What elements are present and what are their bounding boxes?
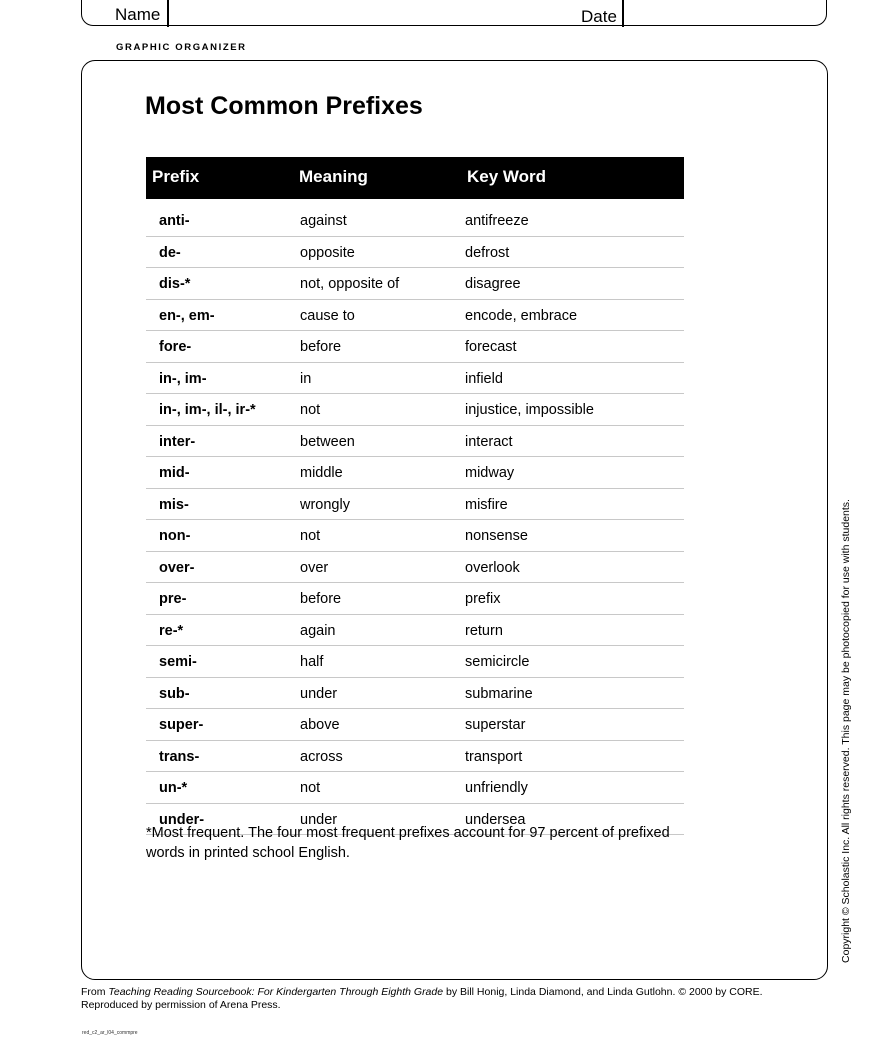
table-row bbox=[146, 615, 684, 647]
table-row bbox=[146, 552, 684, 584]
table-row bbox=[146, 394, 684, 426]
table-row bbox=[146, 678, 684, 710]
cell-key-word: interact bbox=[465, 433, 513, 450]
cell-prefix: mid- bbox=[159, 465, 190, 481]
cell-key-word: transport bbox=[465, 748, 523, 765]
cell-prefix: pre- bbox=[159, 591, 187, 607]
prefix-table bbox=[146, 157, 684, 835]
source-line2: Reproduced by permission of Arena Press. bbox=[81, 999, 281, 1011]
name-label: Name bbox=[115, 5, 161, 24]
cell-prefix: trans- bbox=[159, 748, 200, 765]
cell-meaning: opposite bbox=[300, 244, 355, 261]
cell-key-word: unfriendly bbox=[465, 780, 528, 796]
source-prefix: From bbox=[81, 986, 109, 998]
cell-key-word: nonsense bbox=[465, 528, 528, 544]
cell-key-word: undersea bbox=[465, 811, 526, 828]
header-meaning: Meaning bbox=[299, 167, 368, 186]
cell-meaning: over bbox=[300, 559, 329, 576]
cell-key-word: injustice, impossible bbox=[465, 402, 594, 418]
source-book-title: Teaching Reading Sourcebook: For Kindergarten Through Eighth Grade bbox=[108, 986, 444, 998]
table-row bbox=[146, 426, 684, 458]
page-title: Most Common Prefixes bbox=[145, 92, 423, 120]
table-row bbox=[146, 457, 684, 489]
cell-meaning: not bbox=[300, 402, 321, 418]
cell-meaning: under bbox=[300, 811, 338, 828]
cell-key-word: defrost bbox=[465, 244, 510, 261]
table-header bbox=[146, 157, 684, 199]
date-label: Date bbox=[581, 7, 617, 26]
cell-meaning: half bbox=[300, 654, 324, 670]
cell-key-word: antifreeze bbox=[465, 213, 529, 229]
cell-prefix: in-, im-, il-, ir-* bbox=[159, 402, 256, 418]
table-row bbox=[146, 363, 684, 395]
table-row bbox=[146, 300, 684, 332]
table-row bbox=[146, 237, 684, 269]
cell-prefix: under- bbox=[159, 811, 205, 828]
cell-key-word: misfire bbox=[465, 496, 508, 513]
cell-prefix: non- bbox=[159, 528, 191, 544]
header-prefix: Prefix bbox=[152, 167, 200, 186]
cell-key-word: overlook bbox=[465, 559, 520, 576]
cell-meaning: in bbox=[300, 370, 312, 387]
cell-meaning: between bbox=[300, 433, 355, 450]
cell-key-word: forecast bbox=[465, 339, 517, 355]
name-divider bbox=[167, 0, 169, 27]
cell-key-word: superstar bbox=[465, 717, 526, 733]
cell-key-word: submarine bbox=[465, 685, 533, 702]
cell-meaning: not bbox=[300, 780, 321, 796]
cell-meaning: again bbox=[300, 622, 336, 639]
cell-prefix: over- bbox=[159, 559, 195, 576]
table-row bbox=[146, 268, 684, 300]
cell-prefix: mis- bbox=[159, 496, 189, 513]
cell-key-word: semicircle bbox=[465, 654, 530, 670]
cell-meaning: not, opposite of bbox=[300, 276, 400, 292]
cell-meaning: middle bbox=[300, 465, 343, 481]
cell-prefix: super- bbox=[159, 717, 204, 733]
table-row bbox=[146, 583, 684, 615]
cell-prefix: inter- bbox=[159, 433, 196, 450]
cell-prefix: anti- bbox=[159, 213, 190, 229]
table-row bbox=[146, 741, 684, 773]
cell-key-word: infield bbox=[465, 370, 503, 387]
table-row bbox=[146, 331, 684, 363]
cell-prefix: un-* bbox=[159, 780, 188, 796]
cell-meaning: against bbox=[300, 213, 347, 229]
cell-prefix: dis-* bbox=[159, 276, 191, 292]
cell-prefix: sub- bbox=[159, 685, 190, 702]
header-key-word: Key Word bbox=[467, 167, 547, 186]
cell-key-word: encode, embrace bbox=[465, 307, 578, 324]
table-row bbox=[146, 709, 684, 741]
table-row bbox=[146, 489, 684, 521]
cell-meaning: under bbox=[300, 685, 338, 702]
table-body bbox=[146, 205, 684, 835]
cell-key-word: disagree bbox=[465, 276, 521, 292]
cell-key-word: midway bbox=[465, 465, 515, 481]
copyright-notice: Copyright © Scholastic Inc. All rights reserved. This page may be photocopied for use with students. bbox=[840, 499, 852, 963]
cell-meaning: above bbox=[300, 717, 340, 733]
cell-meaning: cause to bbox=[300, 307, 355, 324]
table-row bbox=[146, 772, 684, 804]
cell-meaning: wrongly bbox=[300, 496, 350, 513]
name-date-bar bbox=[81, 0, 827, 26]
table-row bbox=[146, 646, 684, 678]
source-citation bbox=[81, 986, 821, 1012]
date-divider bbox=[622, 0, 624, 27]
file-code: red_c2_ar_l04_commpre bbox=[82, 1030, 138, 1036]
cell-meaning: not bbox=[300, 528, 321, 544]
cell-prefix: de- bbox=[159, 244, 181, 261]
cell-key-word: return bbox=[465, 622, 503, 639]
cell-prefix: semi- bbox=[159, 654, 197, 670]
cell-meaning: across bbox=[300, 748, 343, 765]
cell-meaning: before bbox=[300, 339, 342, 355]
cell-prefix: in-, im- bbox=[159, 370, 207, 387]
table-row bbox=[146, 205, 684, 237]
cell-meaning: before bbox=[300, 591, 342, 607]
cell-prefix: re-* bbox=[159, 622, 184, 639]
cell-prefix: fore- bbox=[159, 339, 192, 355]
cell-prefix: en-, em- bbox=[159, 307, 215, 324]
table-row bbox=[146, 520, 684, 552]
footnote: *Most frequent. The four most frequent prefixes account for 97 percent of prefixed words in printed school English. bbox=[146, 825, 670, 861]
cell-key-word: prefix bbox=[465, 591, 501, 607]
section-label: GRAPHIC ORGANIZER bbox=[116, 42, 247, 53]
source-suffix: by Bill Honig, Linda Diamond, and Linda Gutlohn. © 2000 by CORE. bbox=[443, 986, 763, 998]
